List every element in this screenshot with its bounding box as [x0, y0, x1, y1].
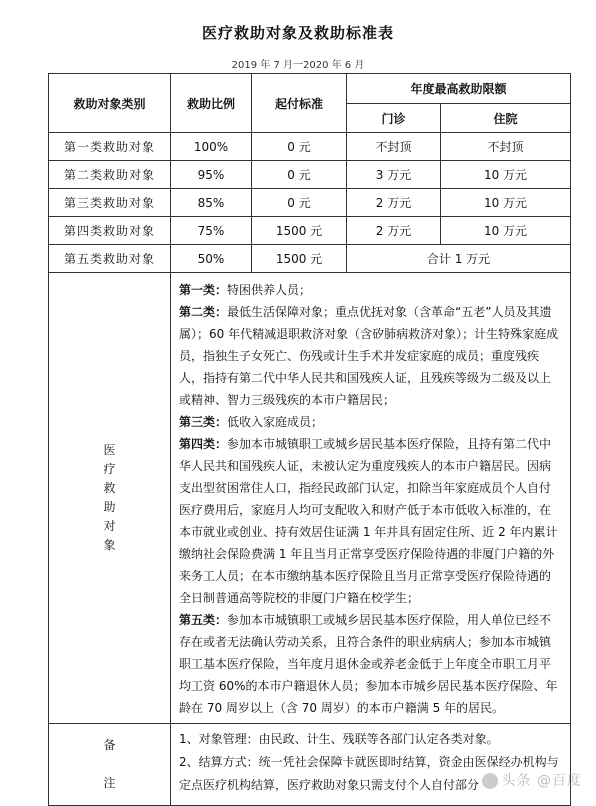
- row-combined-limit: 合计 1 万元: [347, 245, 571, 273]
- row-threshold: 0 元: [252, 161, 347, 189]
- row-ratio: 85%: [171, 189, 252, 217]
- definitions-label: 医 疗 救 助 对 象: [49, 273, 171, 724]
- table-row: [49, 217, 571, 245]
- watermark-logo-icon: [482, 773, 498, 789]
- notes-label: 备 注: [49, 724, 171, 806]
- row-inpatient: 10 万元: [441, 161, 571, 189]
- watermark: 头条 @百度: [482, 770, 582, 790]
- document-title: 医疗救助对象及救助标准表: [201, 24, 394, 42]
- row-ratio: 95%: [171, 161, 252, 189]
- note-1: 1、对象管理：由民政、计生、残联等各部门认定各类对象。: [179, 732, 499, 746]
- row-inpatient: 10 万元: [441, 189, 571, 217]
- row-ratio: 75%: [171, 217, 252, 245]
- row-category: 第一类救助对象: [49, 133, 171, 161]
- document-subtitle: 2019 年 7 月一2020 年 6 月: [231, 60, 365, 71]
- definition-class-3: 第三类：低收入家庭成员；: [179, 415, 324, 429]
- row-category: 第三类救助对象: [49, 189, 171, 217]
- row-outpatient: 3 万元: [347, 161, 441, 189]
- row-inpatient: 不封顶: [441, 133, 571, 161]
- header-outpatient: 门诊: [347, 104, 441, 133]
- header-category: 救助对象类别: [49, 74, 171, 133]
- row-ratio: 100%: [171, 133, 252, 161]
- assistance-standards-table: [48, 73, 571, 806]
- definition-class-1: 第一类：特困供养人员；: [179, 283, 312, 297]
- row-threshold: 1500 元: [252, 217, 347, 245]
- table-row: [49, 161, 571, 189]
- row-outpatient: 2 万元: [347, 217, 441, 245]
- notes-content: [171, 724, 571, 806]
- category-definitions: [171, 273, 571, 724]
- row-category: 第五类救助对象: [49, 245, 171, 273]
- header-annual-limit: 年度最高救助限额: [347, 74, 571, 104]
- table-row: [49, 189, 571, 217]
- table-row: [49, 133, 571, 161]
- header-threshold: 起付标准: [252, 74, 347, 133]
- row-category: 第四类救助对象: [49, 217, 171, 245]
- row-inpatient: 10 万元: [441, 217, 571, 245]
- row-threshold: 0 元: [252, 133, 347, 161]
- definition-class-4: 第四类：参加本市城镇职工或城乡居民基本医疗保险，且持有第二代中华人民共和国残疾人证，未被认定为重度残疾人的本市户籍居民。因病支出型贫困常住人口，指经民政部门认定，扣除当年家庭成员个人自付医疗费用后，家庭月人均可支配收入和财产低于本市低收入标准的，在本市就业或创业、持有效居住证满 1 年并具有固定住所、近 2 年内累计缴纳社会保险费满 1 年且当月正常享受医疗保险待遇的非厦门户籍的外来务工人员；在本市缴纳基本医疗保险且当月正常享受医疗保险待遇的全日制普通高等院校的非厦门户籍在校学生；: [179, 437, 558, 605]
- row-threshold: 1500 元: [252, 245, 347, 273]
- header-inpatient: 住院: [441, 104, 571, 133]
- row-ratio: 50%: [171, 245, 252, 273]
- row-category: 第二类救助对象: [49, 161, 171, 189]
- note-2: 2、结算方式：统一凭社会保障卡就医即时结算，资金由医保经办机构与定点医疗机构结算，医疗救助对象只需支付个人自付部分: [179, 755, 559, 792]
- definition-class-5: 第五类：参加本市城镇职工或城乡居民基本医疗保险，用人单位已经不存在或者无法确认劳动关系，且符合条件的职业病病人；参加本市城镇职工基本医疗保险，当年度月退休金或养老金低于上年度全市职工月平均工资 60%的本市户籍退休人员；参加本市城乡居民基本医疗保险、年龄在 70 周岁以上（含 70 周岁）的本市户籍满 5 年的居民。: [179, 613, 558, 715]
- header-ratio: 救助比例: [171, 74, 252, 133]
- table-row: [49, 245, 571, 273]
- definition-class-2: 第二类：最低生活保障对象；重点优抚对象（含革命“五老”人员及其遗属）；60 年代精减退职救济对象（含矽肺病救济对象）；计生特殊家庭成员，指独生子女死亡、伤残或计生手术并发症家庭的成员；重度残疾人，指持有第二代中华人民共和国残疾人证，且残疾等级为二级及以上或精神、智力三级残疾的本市户籍居民；: [179, 305, 559, 407]
- row-threshold: 0 元: [252, 189, 347, 217]
- row-outpatient: 不封顶: [347, 133, 441, 161]
- row-outpatient: 2 万元: [347, 189, 441, 217]
